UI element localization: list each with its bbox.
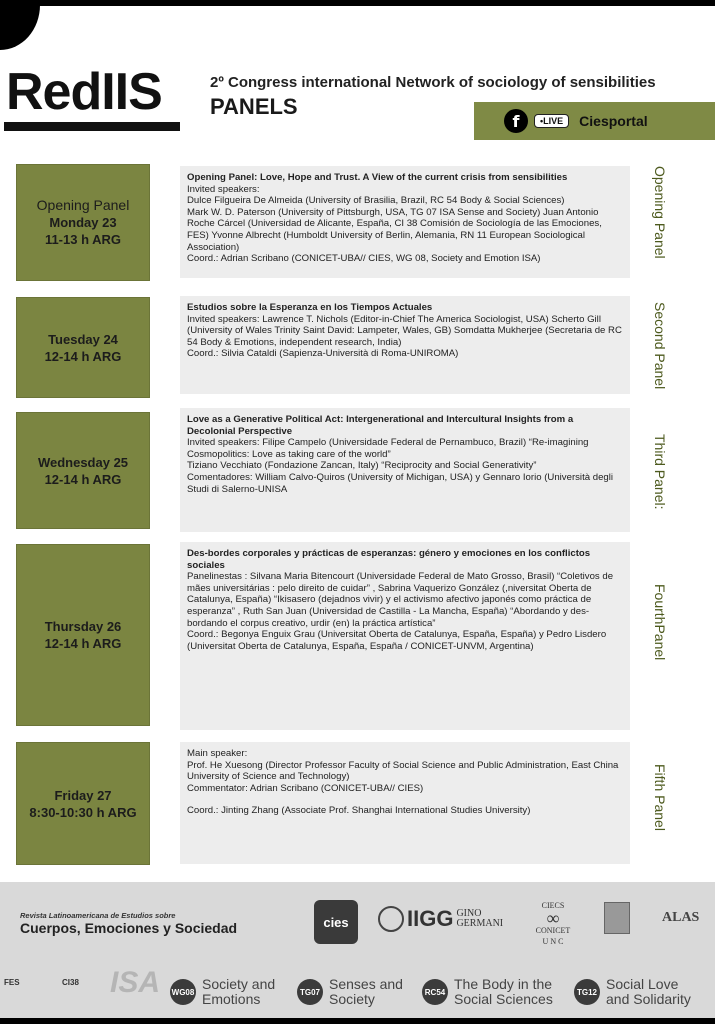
panel-day-fourth — [16, 544, 150, 726]
germani-text: GERMANI — [456, 918, 504, 929]
panel-line: Invited speakers: — [187, 183, 260, 195]
wg08-label — [202, 977, 275, 1007]
live-badge: •LIVE — [534, 114, 569, 128]
panel-line: Main speaker: — [187, 748, 248, 759]
unc-text: U N C — [542, 937, 564, 946]
rc54-label — [454, 977, 553, 1007]
panel-line: Tiziano Vecchiato (Fondazione Zancan, Italy) “Reciprocity and Social Generativity” — [187, 460, 537, 472]
iigg-text: IIGG — [407, 906, 454, 931]
tg12-circle-icon: TG12 — [574, 979, 600, 1005]
panel-day-label: Opening Panel — [36, 197, 130, 213]
isa-logo: ISA — [110, 966, 161, 999]
ci38-logo: CI38 — [62, 978, 79, 987]
panel-line: Invited speakers: Lawrence T. Nichols (Editor-in-Chief The America Sociologist, USA) Scherto Gill (University of Wales Trinity Saint David: Lampeter, Wales, GB) Somdatta Mukherjee (Secretaria de RC 54 Body & Emotions, independent research, India) — [187, 313, 622, 348]
side-label-fifth: Fifth Panel — [652, 764, 668, 831]
panel-line: Coord.: Begonya Enguix Grau (Universitat Oberta de Catalunya, España, España) y Pedro Lisdero (Universitat Oberta de Catalunya, España, España / CONICET-UNVM, Argentina) — [187, 629, 607, 652]
tg07-circle-icon: TG07 — [297, 979, 323, 1005]
panel-day-opening — [16, 164, 150, 281]
rc54-circle-icon: RC54 — [422, 979, 448, 1005]
panel-content-fourth — [180, 542, 630, 730]
book-logo-icon — [604, 902, 630, 934]
panel-line: Dulce Filgueira De Almeida (University of Brasilia, Brazil, RC 54 Body & Social Sciences) — [187, 195, 565, 207]
group-line: Senses and — [329, 976, 403, 992]
live-channel-name: Ciesportal — [579, 113, 648, 129]
live-stream-banner[interactable] — [474, 102, 715, 140]
group-line: Society and — [202, 976, 276, 992]
side-label-second: Second Panel — [652, 302, 668, 390]
panel-title: Opening Panel: Love, Hope and Trust. A View of the current crisis from sensibilities — [187, 172, 568, 183]
panel-day-date: Thursday 26 — [44, 619, 122, 634]
logo-underline — [4, 122, 180, 131]
gino-text: GINO — [456, 908, 482, 919]
alas-logo: ALAS — [662, 910, 700, 925]
side-label-third: Third Panel: — [652, 434, 668, 510]
panel-content-opening — [180, 166, 630, 278]
panel-line: Prof. He Xuesong (Director Professor Faculty of Social Science and Public Administration, East China University of Science and Technology) — [187, 759, 619, 783]
group-line: Society — [329, 991, 375, 1007]
tg07-badge — [297, 977, 403, 1007]
conicet-text: CONICET — [535, 926, 571, 935]
panel-day-time: 12-14 h ARG — [44, 348, 122, 364]
panel-day-date: Tuesday 24 — [48, 331, 118, 347]
panel-line: Coord.: Adrian Scribano (CONICET-UBA// CIES, WG 08, Society and Emotion ISA) — [187, 253, 541, 265]
tg12-label — [606, 977, 691, 1007]
panel-day-second — [16, 297, 150, 398]
panel-line: Comentadores: William Calvo-Quiros (University of Michigan, USA) y Gennaro Iorio (Università degli Studi di Salerno-UNISA — [187, 471, 613, 495]
facebook-icon: f — [504, 109, 528, 133]
panel-title: Des-bordes corporales y prácticas de esperanzas: género y emociones en los conflictos sociales — [187, 548, 591, 571]
panel-day-date: Friday 27 — [54, 787, 112, 803]
revista-subtitle: Revista Latinoamericana de Estudios sobre — [20, 911, 176, 920]
panel-line: Commentator: Adrian Scribano (CONICET-UBA// CIES) — [187, 782, 424, 794]
panels-heading: PANELS — [210, 94, 298, 119]
panel-line: Panelinestas : Silvana Maria Bitencourt (Universidade Federal de Mato Grosso, Brasil) “Coletivos de mães universitárias : pelo direito de cuidar” , Sabrina Vaquerizo González (,niversitat Oberta de Catalunya, España) “Ikisasero (dejadnos vivir) y el activismo afectivo japonés como práctica de esperanza” , Ruth San Juan (Universidad de Castilla - La Mancha, España) “Abordando y des-bordando el corpus creativo, urdir (en) la práctica artística” — [187, 571, 614, 629]
panel-line: Coord.: Silvia Cataldi (Sapienza-Università di Roma-UNIROMA) — [187, 348, 459, 360]
top-border — [0, 0, 715, 6]
panel-line: Coord.: Jinting Zhang (Associate Prof. Shanghai International Studies University) — [187, 805, 531, 817]
panel-content-fifth — [180, 742, 630, 864]
ciecs-logo — [528, 900, 578, 947]
panel-day-time: 12-14 h ARG — [44, 471, 122, 487]
rc54-badge — [422, 977, 553, 1007]
bottom-border — [0, 1018, 715, 1024]
revista-title: Cuerpos, Emociones y Sociedad — [20, 920, 238, 936]
panel-line: Invited speakers: Filipe Campelo (Universidade Federal de Pernambuco, Brazil) “Re-imagining Cosmopolitics: Love as taking care of the world” — [187, 437, 589, 460]
panel-day-date: Monday 23 — [49, 215, 117, 230]
panel-day-time: 12-14 h ARG — [44, 636, 122, 651]
side-label-opening: Opening Panel — [652, 166, 668, 259]
group-line: Emotions — [202, 991, 261, 1007]
panel-title: Estudios sobre la Esperanza en los Tiempos Actuales — [187, 302, 433, 313]
group-line: Social Sciences — [454, 991, 553, 1007]
group-line: and Solidarity — [606, 991, 691, 1007]
tg12-badge — [574, 977, 691, 1007]
wg08-circle-icon: WG08 — [170, 979, 196, 1005]
group-line: Social Love — [606, 976, 679, 992]
group-line: The Body in the — [454, 976, 553, 992]
side-label-fourth: FourthPanel — [652, 584, 668, 661]
redlis-logo: RedIIS — [6, 63, 162, 121]
panel-content-third — [180, 408, 630, 532]
iigg-seal-icon — [378, 906, 404, 932]
panel-line: Mark W. D. Paterson (University of Pittsburgh, USA, TG 07 ISA Sense and Society) Juan Antonio Roche Cárcel (Universidad de Alicante, España, CI 38 Comisión de Sociología de las Emociones, FES) Yvonne Albrecht (Humboldt University of Berlin, Alemania, RN 11 European Sociological Association) — [187, 206, 602, 253]
infinity-icon: ∞ — [546, 908, 560, 928]
iigg-logo — [378, 906, 503, 932]
panel-day-time: 11-13 h ARG — [44, 232, 122, 247]
panel-day-third — [16, 412, 150, 529]
gino-germani-text — [456, 909, 503, 929]
panel-day-date: Wednesday 25 — [37, 454, 129, 470]
corner-decoration — [0, 0, 40, 50]
tg07-label — [329, 977, 403, 1007]
ciecs-text: CIECS — [541, 901, 565, 910]
panel-day-time: 8:30-10:30 h ARG — [29, 804, 137, 820]
wg08-badge — [170, 977, 275, 1007]
panel-content-second — [180, 296, 630, 394]
panel-title: Love as a Generative Political Act: Intergenerational and Intercultural Insights from a Decolonial Perspective — [187, 414, 574, 437]
panel-day-fifth — [16, 742, 150, 865]
fes-logo: FES — [4, 978, 20, 987]
congress-title: 2º Congress international Network of sociology of sensibilities — [210, 74, 656, 91]
panel-line — [187, 794, 623, 805]
cies-logo: cies — [314, 900, 358, 944]
